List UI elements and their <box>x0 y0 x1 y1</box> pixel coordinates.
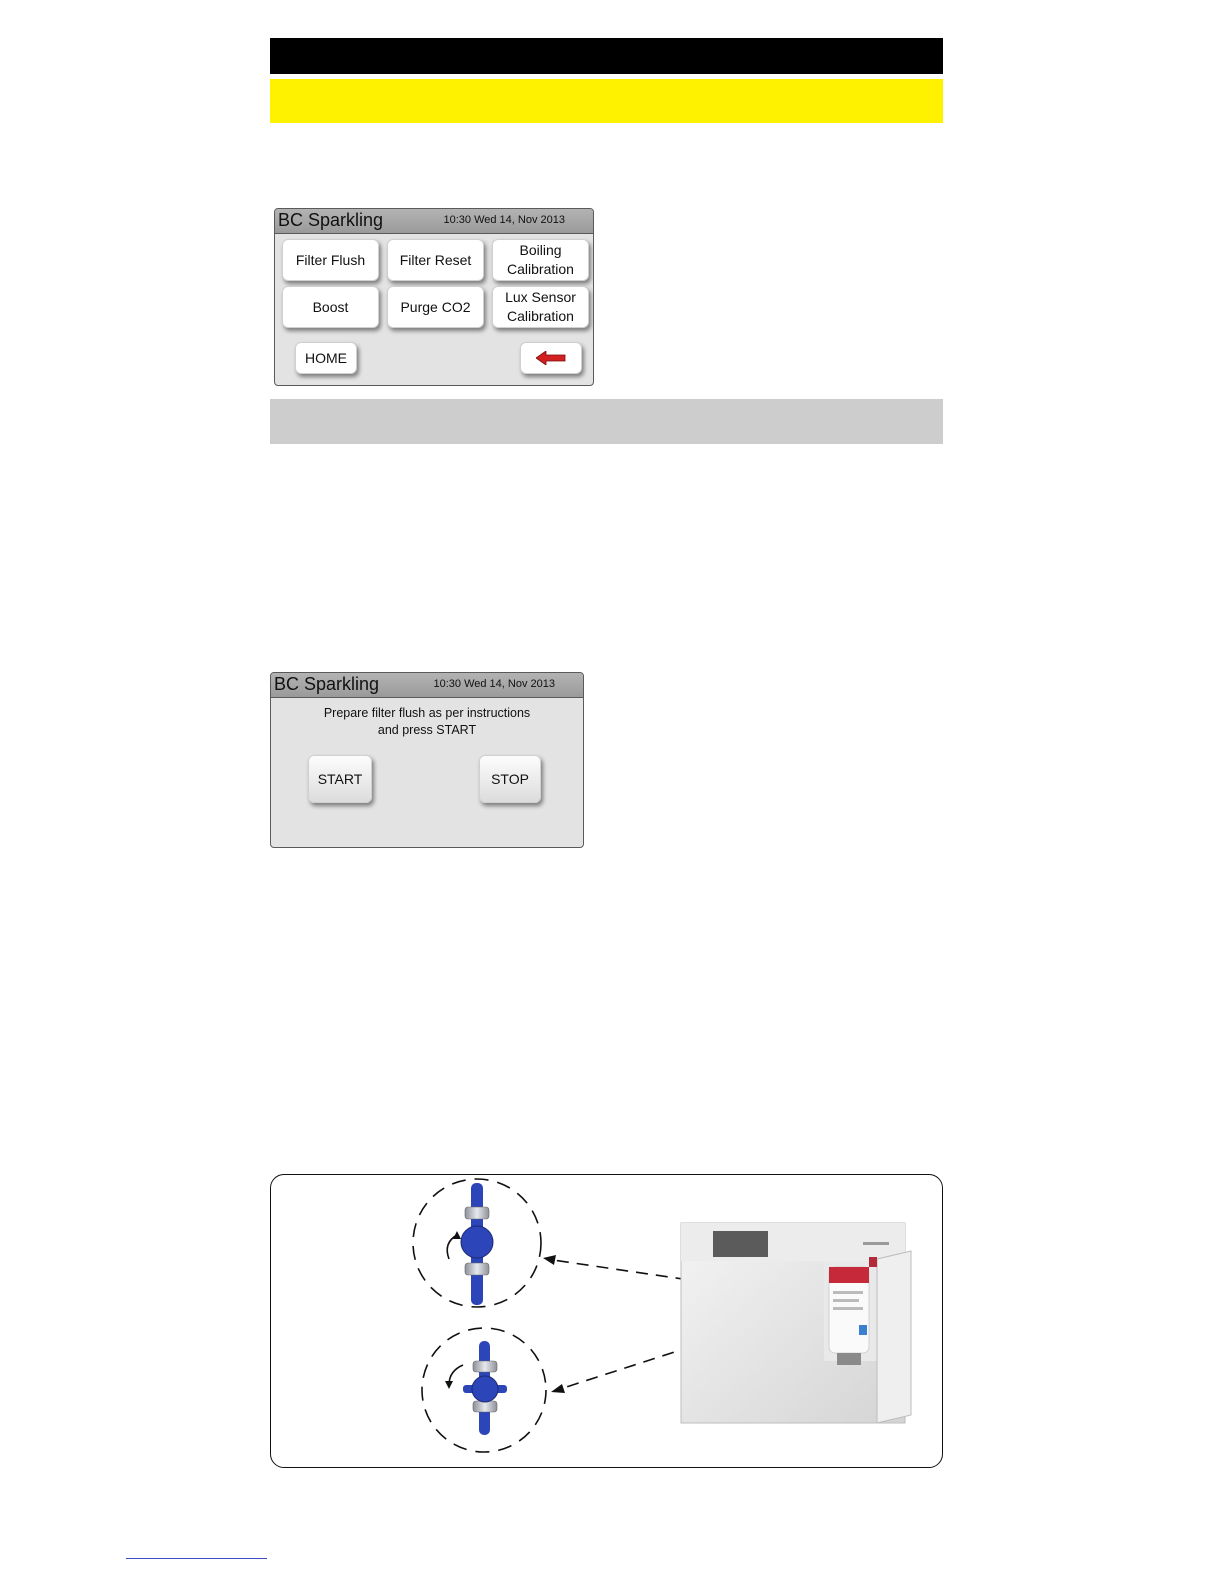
filter-reset-button[interactable]: Filter Reset <box>387 239 484 281</box>
screen-clock: 10:30 Wed 14, Nov 2013 <box>443 214 565 226</box>
header-black-bar <box>270 38 943 74</box>
screen-header <box>271 673 583 698</box>
screen-clock: 10:30 Wed 14, Nov 2013 <box>433 678 555 690</box>
lux-sensor-calibration-button[interactable]: Lux Sensor Calibration <box>492 286 589 328</box>
dispenser-cabinet-image <box>681 1223 911 1423</box>
stop-button[interactable]: STOP <box>479 755 541 803</box>
boiling-calibration-button[interactable]: Boiling Calibration <box>492 239 589 281</box>
screen-title: BC Sparkling <box>274 674 380 694</box>
instruction-message: Prepare filter flush as per instructions and press START <box>323 706 531 737</box>
footer-link-underline[interactable] <box>126 1558 267 1559</box>
boost-button[interactable]: Boost <box>282 286 379 328</box>
left-arrow-icon <box>536 351 566 365</box>
start-button[interactable]: START <box>308 755 372 803</box>
screen-header <box>275 209 593 234</box>
purge-co2-button[interactable]: Purge CO2 <box>387 286 484 328</box>
section-yellow-bar <box>270 79 943 123</box>
filter-flush-screen <box>270 672 584 848</box>
service-menu-screen <box>274 208 594 386</box>
valve-open-detail <box>413 1179 541 1307</box>
valve-diagram <box>270 1174 943 1468</box>
filter-flush-button[interactable]: Filter Flush <box>282 239 379 281</box>
valve-closed-detail <box>422 1328 546 1452</box>
screen-title: BC Sparkling <box>278 210 384 230</box>
home-button[interactable]: HOME <box>295 342 357 374</box>
back-button[interactable] <box>520 342 582 374</box>
grey-section-bar <box>270 399 943 444</box>
valve-diagram-illustration <box>271 1175 944 1469</box>
